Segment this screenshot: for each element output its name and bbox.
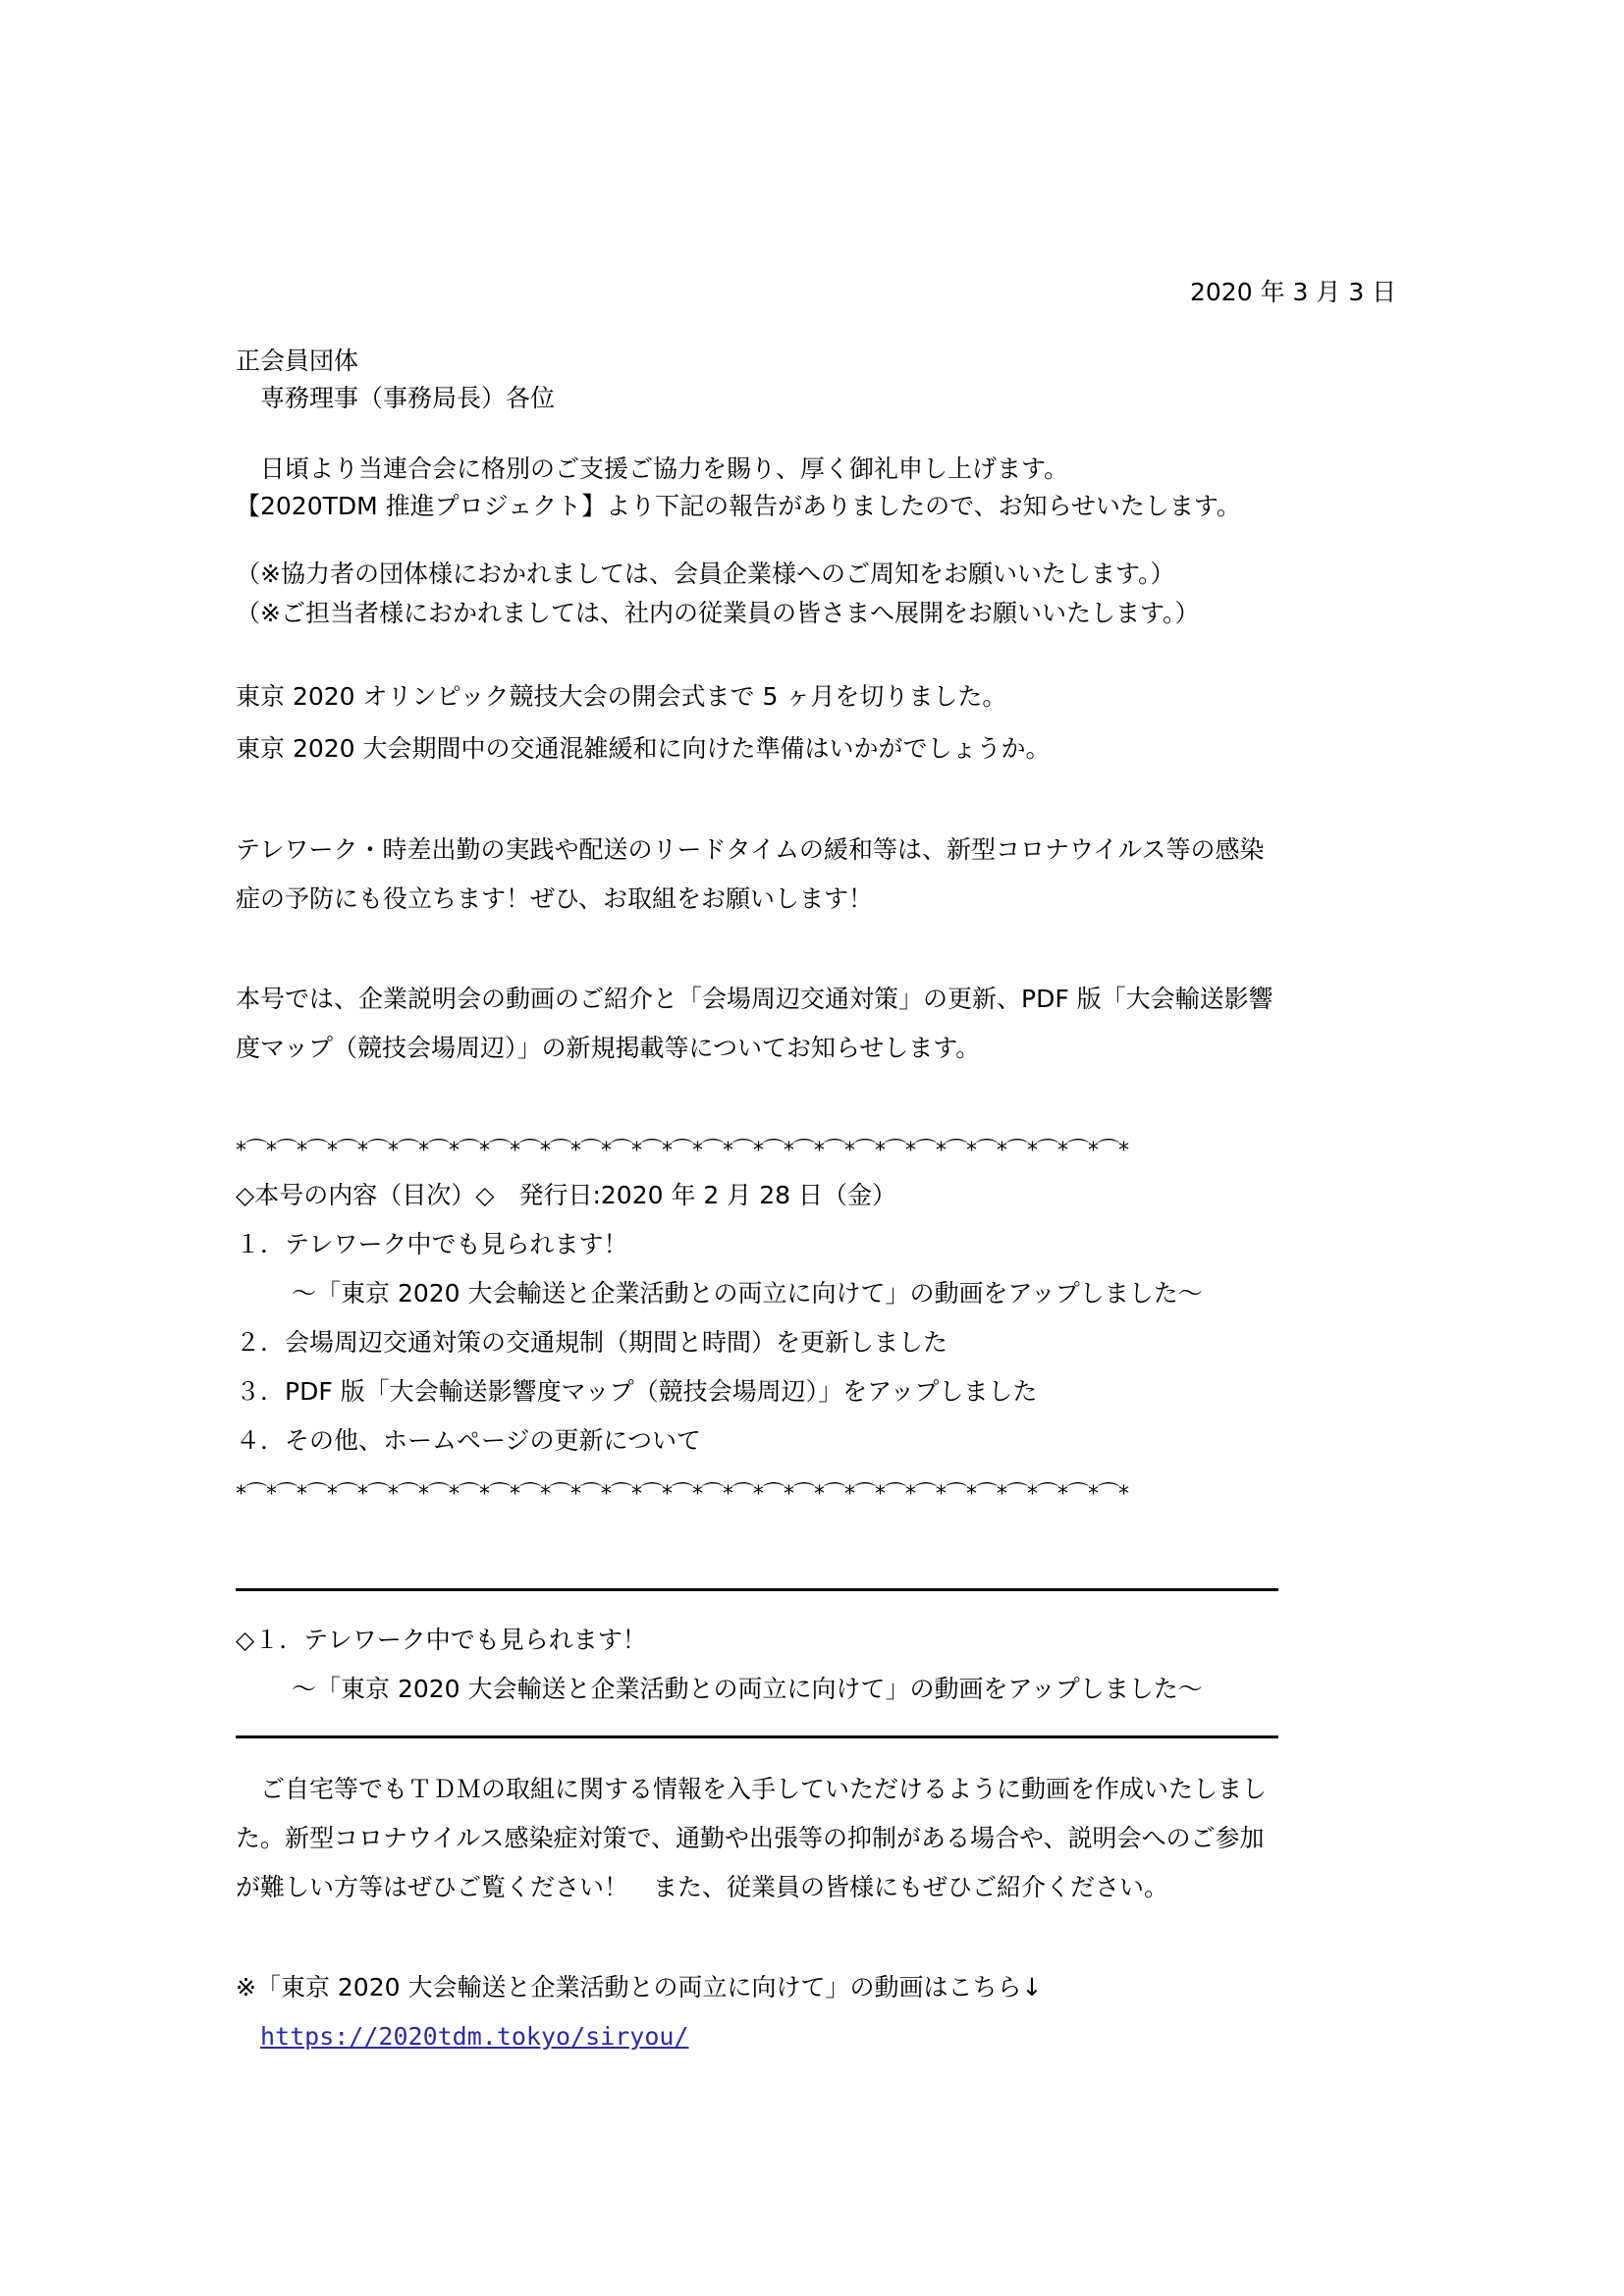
section-1-text-line-1: ご自宅等でもＴＤＭの取組に関する情報を入手していただけるように動画を作成いたしまし <box>260 1775 1268 1803</box>
paragraph-issue-line-2: 度マップ（競技会場周辺）」の新規掲載等についてお知らせします。 <box>236 1034 981 1062</box>
toc-item-4: ４．その他、ホームページの更新について <box>236 1426 702 1455</box>
paragraph-olympic-line-2: 東京 2020 大会期間中の交通混雑緩和に向けた準備はいかがでしょうか。 <box>236 734 1051 763</box>
note-member-companies: （※協力者の団体様におかれましては、会員企業様へのご周知をお願いいたします。） <box>236 560 1175 588</box>
section-1-text-line-2: た。新型コロナウイルス感染症対策で、通勤や出張等の抑制がある場合や、説明会へのご参加 <box>236 1824 1265 1852</box>
paragraph-telework-line-2: 症の予防にも役立ちます！ぜひ、お取組をお願いします！ <box>236 884 874 913</box>
section-1-text-line-3: が難しい方等はぜひご覧ください！ また、従業員の皆様にもぜひご紹介ください。 <box>236 1873 1169 1901</box>
video-link[interactable]: https://2020tdm.tokyo/siryou/ <box>260 2022 689 2051</box>
toc-heading: ◇本号の内容（目次）◇ 発行日:2020 年 2 月 28 日（金） <box>236 1181 896 1209</box>
note-employees: （※ご担当者様におかれましては、社内の従業員の皆さまへ展開をお願いいたします。） <box>236 599 1200 627</box>
toc-item-2: ２．会場周辺交通対策の交通規制（期間と時間）を更新しました <box>236 1328 948 1357</box>
addressee-line-1: 正会員団体 <box>236 347 359 375</box>
section-rule-bottom <box>236 1735 1278 1738</box>
section-1-subtitle: ～「東京 2020 大会輸送と企業活動との両立に向けて」の動画をアップしました～ <box>292 1675 1203 1703</box>
paragraph-olympic-line-1: 東京 2020 オリンピック競技大会の開会式まで 5 ヶ月を切りました。 <box>236 682 1007 711</box>
toc-separator-top: *⌒*⌒*⌒*⌒*⌒*⌒*⌒*⌒*⌒*⌒*⌒*⌒*⌒*⌒*⌒*⌒*⌒*⌒*⌒*⌒*⌒*⌒*⌒*⌒*⌒*⌒*⌒*⌒*⌒* <box>236 1139 1129 1163</box>
report-text: 【2020TDM 推進プロジェクト】より下記の報告がありましたので、お知らせいたします。 <box>236 492 1241 520</box>
video-note: ※「東京 2020 大会輸送と企業活動との両立に向けて」の動画はこちら↓ <box>236 1973 1043 2002</box>
toc-item-1: １．テレワーク中でも見られます！ <box>236 1230 628 1258</box>
toc-item-3: ３．PDF 版「大会輸送影響度マップ（競技会場周辺）」をアップしました <box>236 1377 1038 1406</box>
paragraph-issue-line-1: 本号では、企業説明会の動画のご紹介と「会場周辺交通対策」の更新、PDF 版「大会輸送影響 <box>236 985 1273 1013</box>
paragraph-telework-line-1: テレワーク・時差出勤の実践や配送のリードタイムの緩和等は、新型コロナウイルス等の感染 <box>236 835 1265 864</box>
toc-separator-bottom: *⌒*⌒*⌒*⌒*⌒*⌒*⌒*⌒*⌒*⌒*⌒*⌒*⌒*⌒*⌒*⌒*⌒*⌒*⌒*⌒*⌒*⌒*⌒*⌒*⌒*⌒*⌒*⌒*⌒* <box>236 1482 1129 1507</box>
addressee-line-2: 専務理事（事務局長）各位 <box>260 384 556 412</box>
section-rule-top <box>236 1588 1278 1591</box>
toc-item-1-subtitle: ～「東京 2020 大会輸送と企業活動との両立に向けて」の動画をアップしました～ <box>292 1279 1203 1308</box>
document-date: 2020 年 3 月 3 日 <box>1190 278 1397 306</box>
section-1-title: ◇１．テレワーク中でも見られます！ <box>236 1626 647 1654</box>
greeting-text: 日頃より当連合会に格別のご支援ご協力を賜り、厚く御礼申し上げます。 <box>260 454 1069 483</box>
